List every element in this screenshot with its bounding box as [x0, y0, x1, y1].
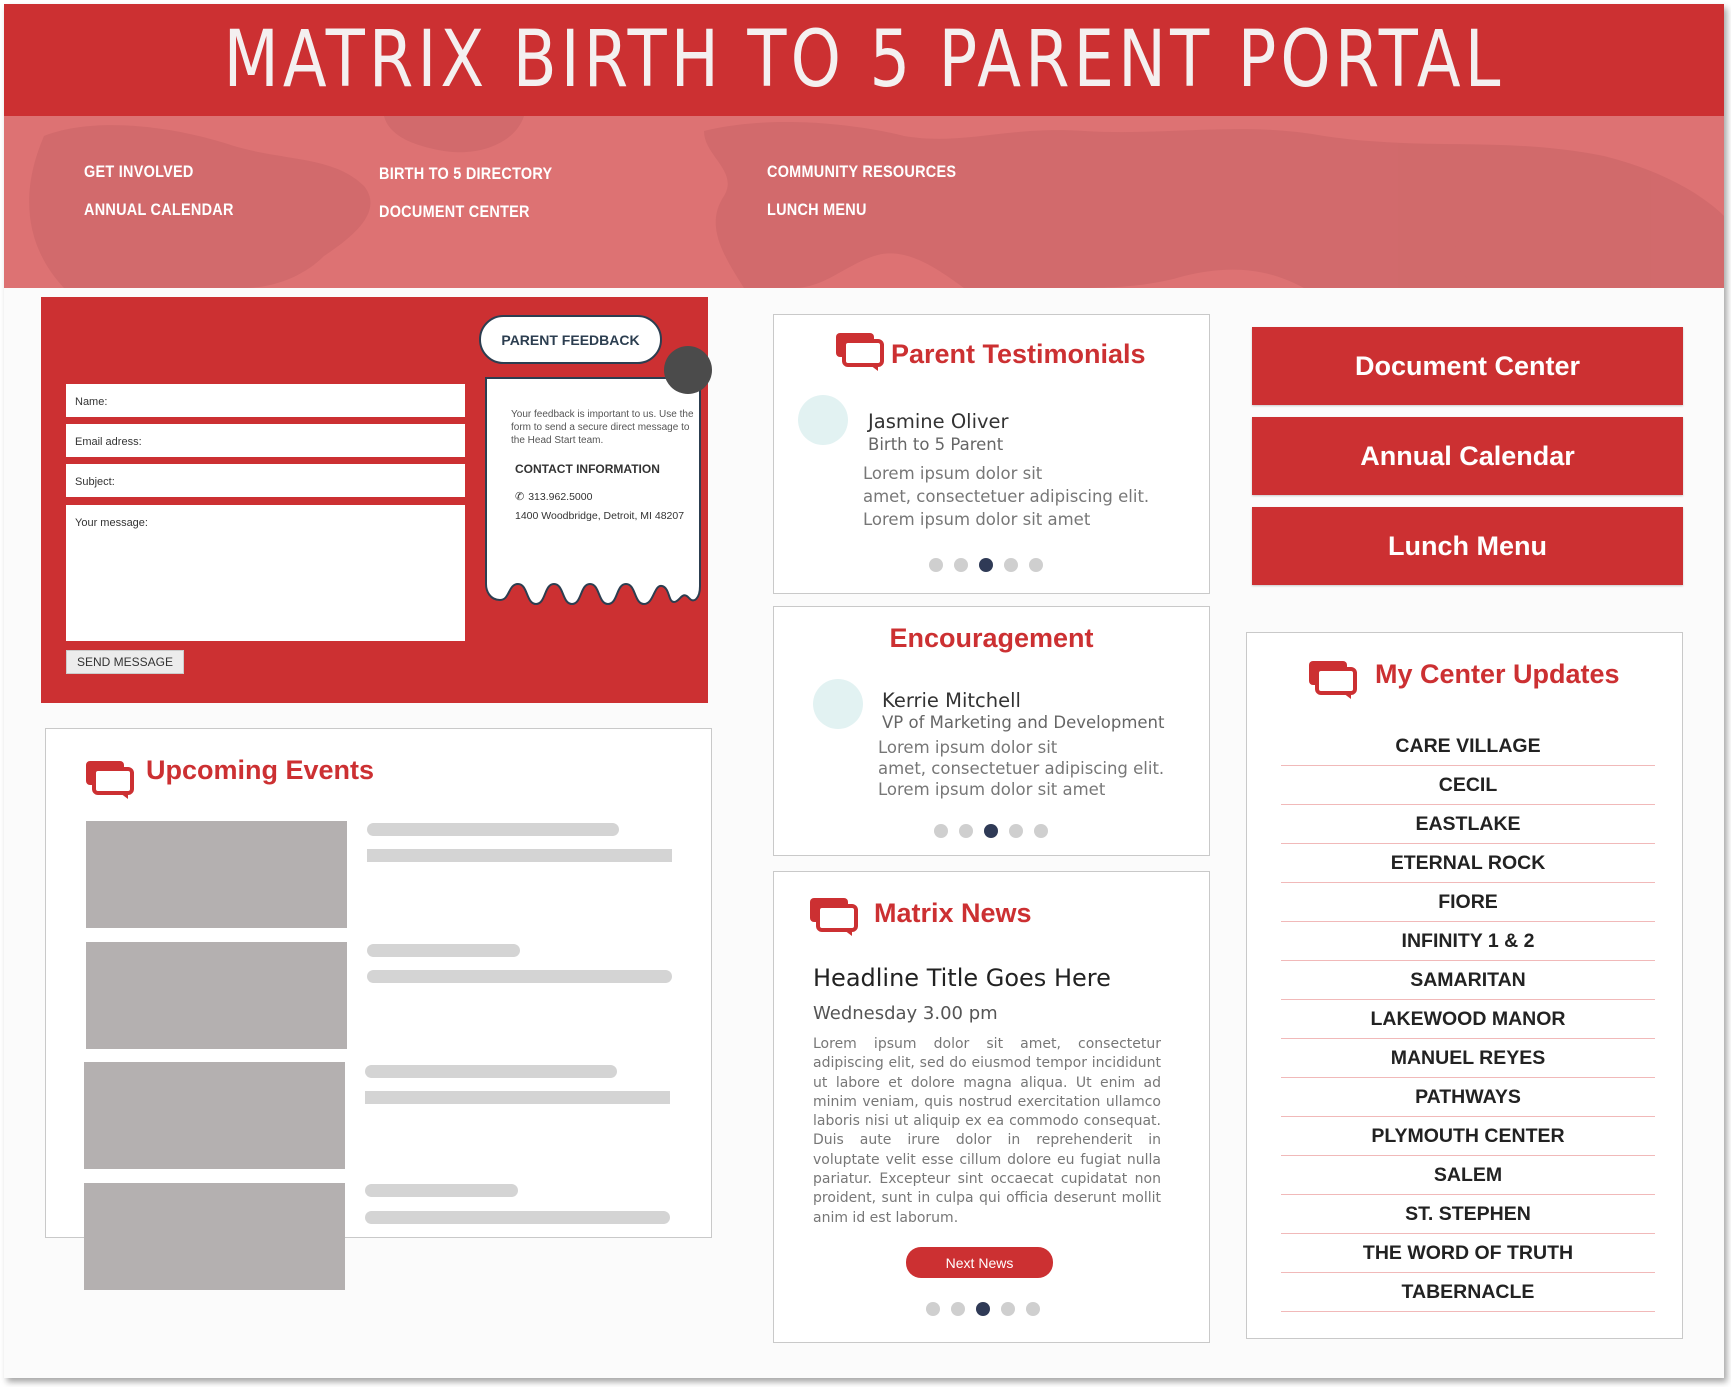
event-thumbnail[interactable] [84, 1062, 345, 1169]
chat-bubbles-icon [834, 331, 886, 371]
center-item-plymouth-center[interactable]: PLYMOUTH CENTER [1281, 1117, 1655, 1156]
carousel-dot-active[interactable] [979, 558, 993, 572]
event-title-placeholder [365, 1065, 617, 1078]
encouragement-body: Lorem ipsum dolor sit amet, consectetuer adipiscing elit. Lorem ipsum dolor sit amet [878, 738, 1165, 799]
testimonials-card [773, 314, 1210, 594]
news-card [773, 871, 1210, 1343]
carousel-dot[interactable] [951, 1302, 965, 1316]
testimonials-title: Parent Testimonials [891, 339, 1146, 369]
encouragement-carousel-dots [934, 824, 1048, 838]
carousel-dot[interactable] [934, 824, 948, 838]
carousel-dot[interactable] [926, 1302, 940, 1316]
encouragement-card [773, 606, 1210, 856]
next-news-button[interactable]: Next News [906, 1247, 1053, 1278]
event-text-placeholder [367, 849, 672, 862]
nav-document-center[interactable]: DOCUMENT CENTER [379, 202, 530, 221]
center-item-infinity[interactable]: INFINITY 1 & 2 [1281, 922, 1655, 961]
news-headline[interactable]: Headline Title Goes Here [813, 964, 1111, 992]
center-item-eastlake[interactable]: EASTLAKE [1281, 805, 1655, 844]
event-title-placeholder [365, 1184, 518, 1197]
center-item-st-stephen[interactable]: ST. STEPHEN [1281, 1195, 1655, 1234]
page-title: MATRIX BIRTH TO 5 PARENT PORTAL [223, 15, 1505, 105]
event-title-placeholder [367, 823, 619, 836]
center-item-samaritan[interactable]: SAMARITAN [1281, 961, 1655, 1000]
carousel-dot[interactable] [929, 558, 943, 572]
annual-calendar-button[interactable]: Annual Calendar [1252, 417, 1683, 495]
testimonial-body: Lorem ipsum dolor sit amet, consectetuer adipiscing elit. Lorem ipsum dolor sit amet [863, 464, 1150, 529]
carousel-dot[interactable] [1026, 1302, 1040, 1316]
event-text-placeholder [365, 1091, 670, 1104]
lunch-menu-button[interactable]: Lunch Menu [1252, 507, 1683, 585]
carousel-dot[interactable] [954, 558, 968, 572]
send-message-button[interactable]: SEND MESSAGE [66, 650, 184, 674]
upcoming-events-card [45, 728, 712, 1238]
nav-community-resources[interactable]: COMMUNITY RESOURCES [767, 162, 957, 181]
testimonial-carousel-dots [929, 558, 1043, 572]
events-title: Upcoming Events [146, 755, 375, 785]
news-time: Wednesday 3.00 pm [813, 1003, 998, 1024]
news-carousel-dots [926, 1302, 1040, 1316]
news-title: Matrix News [874, 898, 1032, 928]
event-text-placeholder [367, 970, 672, 983]
center-item-lakewood-manor[interactable]: LAKEWOOD MANOR [1281, 1000, 1655, 1039]
center-item-tabernacle[interactable]: TABERNACLE [1281, 1273, 1655, 1312]
event-thumbnail[interactable] [86, 942, 347, 1049]
contact-info-title: CONTACT INFORMATION [515, 462, 660, 476]
center-item-pathways[interactable]: PATHWAYS [1281, 1078, 1655, 1117]
event-text-placeholder [365, 1211, 670, 1224]
avatar [813, 679, 863, 729]
center-item-cecil[interactable]: CECIL [1281, 766, 1655, 805]
chat-bubbles-icon [808, 896, 860, 936]
feedback-tab-indicator [664, 346, 712, 394]
nav-lunch-menu[interactable]: LUNCH MENU [767, 200, 867, 219]
event-thumbnail[interactable] [84, 1183, 345, 1290]
phone-number: 313.962.5000 [528, 490, 593, 503]
message-field[interactable]: Your message: [66, 505, 465, 641]
carousel-dot-active[interactable] [976, 1302, 990, 1316]
carousel-dot[interactable] [1001, 1302, 1015, 1316]
nav-get-involved[interactable]: GET INVOLVED [84, 162, 194, 181]
chat-bubbles-icon [84, 759, 136, 799]
contact-phone [515, 490, 592, 503]
nav-birth-to-5-directory[interactable]: BIRTH TO 5 DIRECTORY [379, 164, 553, 183]
center-item-care-village[interactable]: CARE VILLAGE [1281, 727, 1655, 766]
testimonial-name: Jasmine Oliver [868, 410, 1009, 433]
encouragement-role: VP of Marketing and Development [882, 713, 1165, 732]
feedback-panel [41, 297, 708, 703]
nav-annual-calendar[interactable]: ANNUAL CALENDAR [84, 200, 234, 219]
center-item-eternal-rock[interactable]: ETERNAL ROCK [1281, 844, 1655, 883]
phone-icon: ✆ [515, 491, 525, 503]
avatar [798, 395, 848, 445]
center-item-manuel-reyes[interactable]: MANUEL REYES [1281, 1039, 1655, 1078]
center-item-fiore[interactable]: FIORE [1281, 883, 1655, 922]
carousel-dot[interactable] [1034, 824, 1048, 838]
carousel-dot[interactable] [1029, 558, 1043, 572]
main-nav [4, 116, 1724, 288]
site-header [4, 4, 1724, 116]
encouragement-name: Kerrie Mitchell [882, 689, 1021, 712]
document-center-button[interactable]: Document Center [1252, 327, 1683, 405]
carousel-dot[interactable] [959, 824, 973, 838]
center-updates-title: My Center Updates [1375, 659, 1620, 689]
news-body: Lorem ipsum dolor sit amet, consectetur adipiscing elit, sed do eiusmod tempor incididunt ut labore et dolore magna aliqua. Ut enim ad minim veniam, quis nostrud exercitation ullamco laboris nisi ut aliquip ex ea commodo consequat. Duis aute irure dolor in reprehenderit in voluptate velit esse cillum dolore eu fugiat nulla pariatur. Excepteur sint occaecat cupidatat non proident, sunt in culpa qui officia deserunt mollit anim id est laborum. [813, 1036, 1161, 1226]
center-item-word-of-truth[interactable]: THE WORD OF TRUTH [1281, 1234, 1655, 1273]
center-item-salem[interactable]: SALEM [1281, 1156, 1655, 1195]
testimonial-role: Birth to 5 Parent [868, 435, 1004, 454]
feedback-note-text: Your feedback is important to us. Use the form to send a secure direct message to the Head Start team. [511, 409, 694, 446]
parent-feedback-tab[interactable]: PARENT FEEDBACK [479, 315, 662, 364]
subject-field[interactable]: Subject: [66, 464, 465, 497]
event-thumbnail[interactable] [86, 821, 347, 928]
carousel-dot[interactable] [1009, 824, 1023, 838]
carousel-dot-active[interactable] [984, 824, 998, 838]
encouragement-title: Encouragement [889, 623, 1094, 653]
name-field[interactable]: Name: [66, 384, 465, 417]
email-field[interactable]: Email adress: [66, 424, 465, 457]
carousel-dot[interactable] [1004, 558, 1018, 572]
event-title-placeholder [367, 944, 520, 957]
chat-bubbles-icon [1307, 659, 1359, 699]
contact-address: 1400 Woodbridge, Detroit, MI 48207 [515, 510, 685, 522]
